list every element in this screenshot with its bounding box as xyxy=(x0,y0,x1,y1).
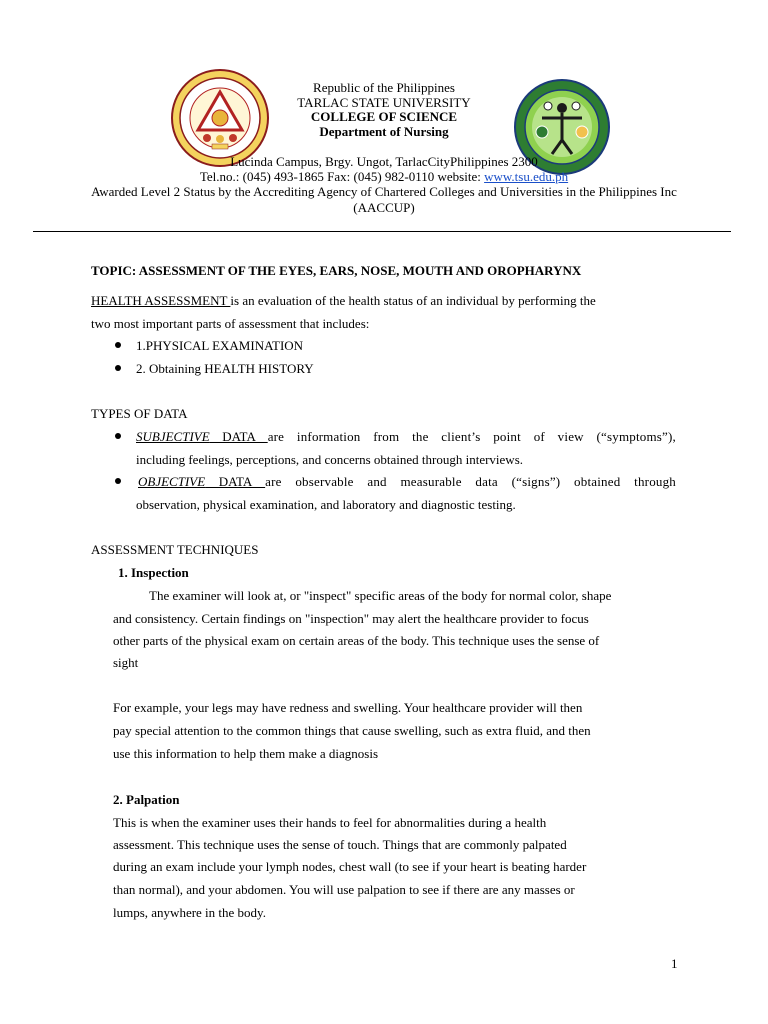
objective-term: OBJECTIVE DATA xyxy=(138,474,266,489)
header-university: TARLAC STATE UNIVERSITY xyxy=(297,95,471,110)
inspection-line4: sight xyxy=(113,655,139,670)
health-assessment-line2: two most important parts of assessment that includes: xyxy=(91,316,370,331)
example-line1: For example, your legs may have redness and swelling. Your healthcare provider will then xyxy=(113,700,583,715)
header-address: Lucinda Campus, Brgy. Ungot, TarlacCityPhilippines 2300 xyxy=(230,154,538,169)
page-number: 1 xyxy=(671,956,678,971)
palpation-line2: assessment. This technique uses the sense of touch. Things that are commonly palpated xyxy=(113,837,567,852)
header-award-line: Awarded Level 2 Status by the Accrediting Agency of Chartered Colleges and Universities in the Philippines Inc xyxy=(91,184,677,199)
subjective-data-line2: including feelings, perceptions, and concerns obtained through interviews. xyxy=(136,452,524,467)
palpation-line3: during an exam include your lymph nodes, chest wall (to see if your heart is beating harder xyxy=(113,859,587,874)
bullet-icon xyxy=(115,365,121,371)
types-of-data-heading: TYPES OF DATA xyxy=(91,406,188,421)
website-link[interactable]: www.tsu.edu.ph xyxy=(484,169,569,184)
header-department: Department of Nursing xyxy=(319,124,449,139)
bullet-icon xyxy=(115,433,121,439)
header-college: COLLEGE OF SCIENCE xyxy=(310,109,458,124)
inspection-line3: other parts of the physical exam on certain areas of the body. This technique uses the sense of xyxy=(113,633,600,648)
objective-definition: are observable and measurable data (“signs”) obtained through xyxy=(265,474,676,489)
header-republic: Republic of the Philippines xyxy=(313,80,455,95)
list-item-physical-exam: 1.PHYSICAL EXAMINATION xyxy=(136,338,304,353)
health-assessment-definition: is an evaluation of the health status of an individual by performing the xyxy=(230,293,596,308)
subjective-term: SUBJECTIVE DATA xyxy=(136,429,268,444)
techniques-heading: ASSESSMENT TECHNIQUES xyxy=(91,542,259,557)
header-tel-fax: Tel.no.: (045) 493-1865 Fax: (045) 982-0110 website: xyxy=(199,169,485,184)
palpation-line1: This is when the examiner uses their hands to feel for abnormalities during a health xyxy=(113,815,547,830)
palpation-title: 2. Palpation xyxy=(113,792,180,807)
header-award-abbrev: (AACCUP) xyxy=(353,200,415,215)
header-divider xyxy=(33,231,731,232)
health-assessment-term: HEALTH ASSESSMENT xyxy=(91,293,231,308)
objective-data-line1 xyxy=(138,474,676,489)
example-line3: use this information to help them make a diagnosis xyxy=(113,746,379,761)
palpation-line5: lumps, anywhere in the body. xyxy=(113,905,266,920)
inspection-line1: The examiner will look at, or "inspect" specific areas of the body for normal color, shape xyxy=(149,588,612,603)
palpation-line4: than normal), and your abdomen. You will use palpation to see if there are any masses or xyxy=(113,882,575,897)
bullet-icon xyxy=(115,342,121,348)
subjective-data-line1 xyxy=(136,429,676,444)
list-item-health-history: 2. Obtaining HEALTH HISTORY xyxy=(136,361,314,376)
health-assessment-line1 xyxy=(91,293,596,308)
inspection-line2: and consistency. Certain findings on "inspection" may alert the healthcare provider to focus xyxy=(113,611,589,626)
bullet-icon xyxy=(115,478,121,484)
example-line2: pay special attention to the common things that cause swelling, such as extra fluid, and then xyxy=(113,723,591,738)
objective-data-line2: observation, physical examination, and laboratory and diagnostic testing. xyxy=(136,497,516,512)
inspection-title: 1. Inspection xyxy=(118,565,189,580)
header-contact xyxy=(0,169,768,184)
topic-heading: TOPIC: ASSESSMENT OF THE EYES, EARS, NOSE, MOUTH AND OROPHARYNX xyxy=(91,263,582,278)
subjective-definition: are information from the client’s point of view (“symptoms”), xyxy=(267,429,677,444)
